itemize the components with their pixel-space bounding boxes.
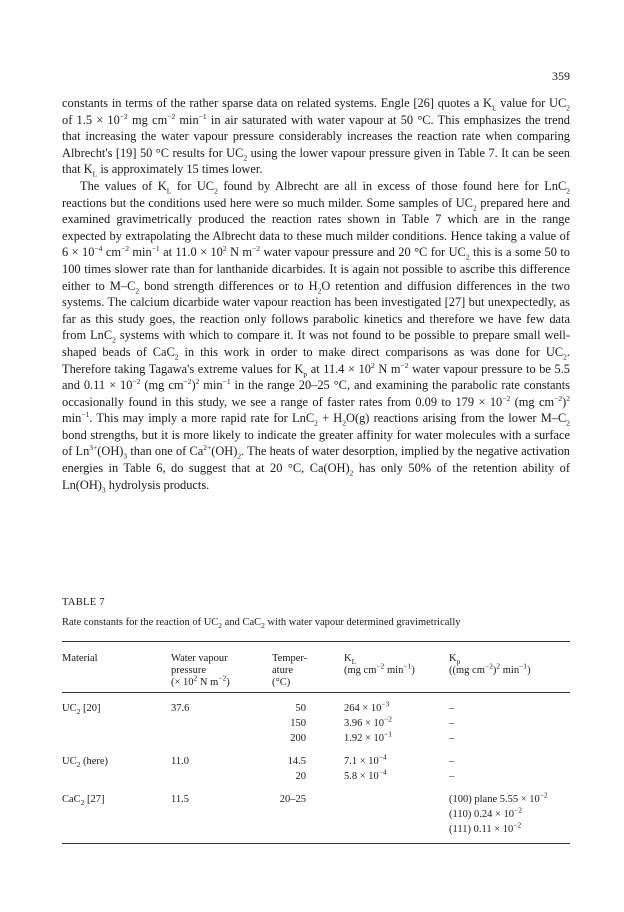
table-label: TABLE 7 [62, 597, 105, 608]
column-header-kp: $K_p$ ((mg $cm^{-2})^2$ $\min^{-1}$) [449, 653, 531, 676]
table-cell-kl: $3.96 \times 10^{-2}$ [344, 714, 393, 729]
table-cell-kl: $264 \times 10^{-3}$ [344, 699, 390, 714]
table-cell-pressure: 11.5 [171, 794, 189, 805]
table-caption: Rate constants for the reaction of $UC_2$ and CaC$_2$ with water vapour determined gravimetrically [62, 617, 461, 631]
table-cell-material: $UC_2$ (here) [62, 756, 109, 770]
column-header-material: Material [62, 653, 98, 664]
table-bottom-rule [62, 843, 570, 844]
table-cell-kp: – [449, 756, 455, 767]
table-cell-kl: $7.1 \times 10^{-4}$ [344, 752, 387, 767]
page-number: 359 [552, 69, 570, 83]
table-cell-kp: (111) $0.11 \times 10^{-2}$ [449, 820, 522, 835]
table-cell-kp: – [449, 733, 455, 744]
table-cell-temp: 150 [290, 718, 306, 729]
table-cell-temp: 14.5 [287, 756, 306, 767]
table-cell-temp: 20–25 [279, 794, 306, 805]
table-cell-kl: $5.8 \times 10^{-4}$ [344, 767, 387, 782]
paragraph: The values of $K_L$ for $UC_2$ found by Albrecht are all in excess of those found here for LnC$_2$ reactions but the conditions used here were so much milder. Some samples of $UC_2$ prepared here and examined gravimetrically produced the reaction rates shown in Table 7 which are in the range expected by extrapolating the Albrecht data to these much milder conditions. Hence taking a value of $6 \times 10^{-4}$ $cm^{-2}$ $\min^{-1}$ at $11.0 \times 10^2$ N $m^{-2}$ water vapour pressure and 20 °C for $UC_2$ this is a some 50 to 100 times slower rate than for lanthanide dicarbides. It is again not possible to ascribe this difference either to $M-C_2$ bond strength differences or to $H_2O$ retention and diffusion differences in the two systems. The calcium dicarbide water vapour reaction has been investigated [27] but unexpectedly, as far as this study goes, the reaction only follows parabolic kinetics and therefore we have few data from LnC$_2$ systems with which to compare it. It was not found to be possible to prepare small well-shaped beads of CaC$_2$ in this work in order to make direct comparisons as was done for $UC_2$. Therefore taking Tagawa's extreme values for $K_p$ at $11.4 \times 10^2$ N $m^{-2}$ water vapour pressure to be 5.5 and $0.11 \times 10^{-2}$ (mg $cm^{-2})^2$ $\min^{-1}$ in the range 20–25 °C, and examining the parabolic rate constants occasionally found in this study, we see a range of faster rates from 0.09 to $179 \times 10^{-2}$ (mg $cm^{-2})^2$ $\min^{-1}$. This may imply a more rapid rate for $LnC_2 + H_2O(g)$ reactions arising from the lower $M-C_2$ bond strengths, but it is more likely to indicate the greater affinity for water molecules with a surface of $Ln^{3+}(OH)_3$ than one of $Ca^{2+}(OH)_2$. The heats of water desorption, implied by the negative activation energies in Table 6, do suggest that at 20 °C, $Ca(OH)_2$ has only 50% of the retention ability of $Ln(OH)_3$ hydrolysis products. [62, 178, 571, 495]
table-cell-kl: $1.92 \times 10^{-1}$ [344, 729, 393, 744]
table-cell-kp: (100) plane $5.55 \times 10^{-2}$ [449, 790, 548, 805]
paragraph: constants in terms of the rather sparse data on related systems. Engle [26] quotes a $K_L$ value for $UC_2$ of $1.5 \times 10^{-2}$ mg $cm^{-2}$ $\min^{-1}$ in air saturated with water vapour at 50 °C. This emphasizes the trend that increasing the water vapour pressure considerably increases the reaction rate when comparing Albrecht's [19] 50 °C results for $UC_2$ using the lower vapour pressure given in Table 7. It can be seen that $K_L$ is approximately 15 times lower. [62, 96, 570, 179]
table-cell-kp: (110) $0.24 \times 10^{-2}$ [449, 805, 523, 820]
column-header-pressure: Water vapour pressure (× $10^2$ N $m^{-2}$) [171, 653, 230, 688]
table-cell-material: $UC_2$ [20] [62, 703, 101, 717]
table-cell-kp: – [449, 718, 455, 729]
body-text [62, 95, 570, 493]
column-header-temperature: Temper- ature (°C) [272, 653, 308, 688]
column-header-kl: $K_L$ (mg $cm^{-2}$ $\min^{-1}$) [344, 653, 415, 676]
table-cell-material: CaC$_2$ [27] [62, 794, 105, 808]
table-cell-kp: – [449, 771, 455, 782]
table-cell-pressure: 37.6 [171, 703, 190, 714]
table-cell-temp: 200 [290, 733, 306, 744]
table-cell-pressure: 11.0 [171, 756, 189, 767]
table-cell-kp: – [449, 703, 455, 714]
table-top-rule [62, 641, 570, 642]
table-cell-temp: 50 [295, 703, 306, 714]
table-cell-temp: 20 [295, 771, 306, 782]
table-header-rule [62, 692, 570, 693]
